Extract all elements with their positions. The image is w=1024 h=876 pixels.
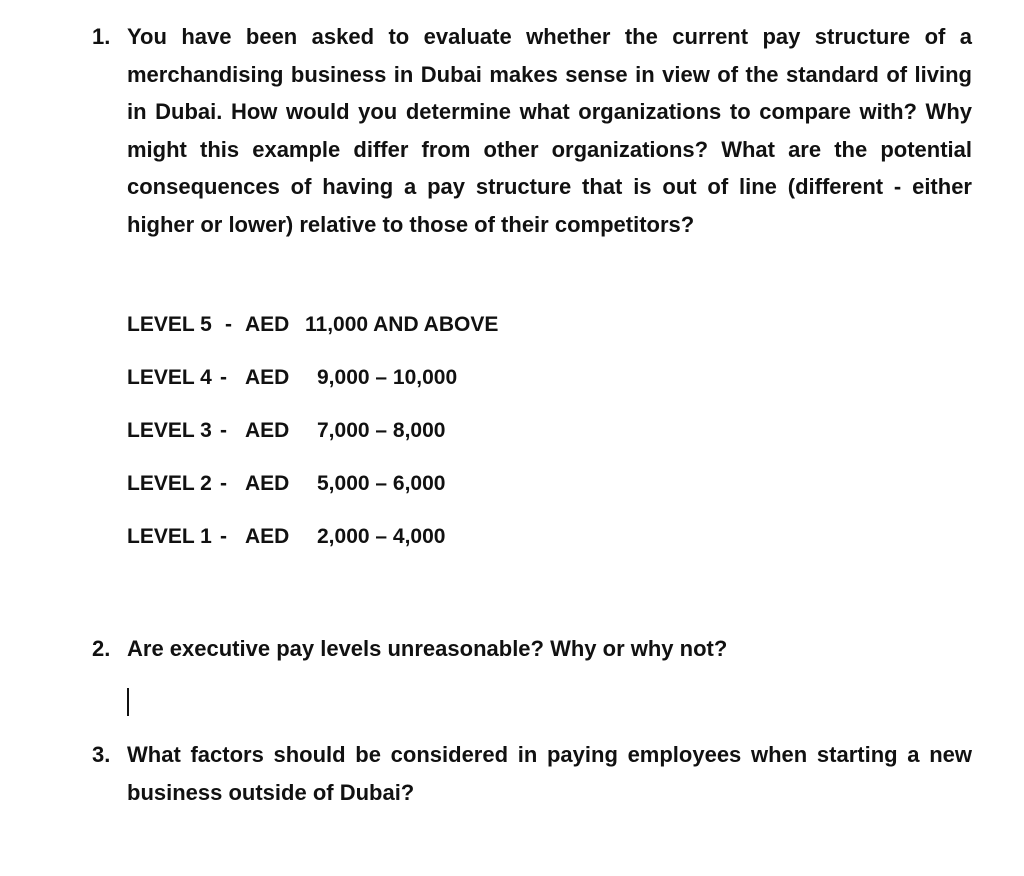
question-text[interactable]: You have been asked to evaluate whether the current pay structure of a merchandising business in Dubai makes sense in view of the standard of living in Dubai. How would you determine what organizations to compare with? Why might this example differ from other organizations? What are the potential consequences of having a pay structure that is out of line (different - either higher or lower) relative to those of their competitors?: [127, 24, 972, 237]
question-number: 1.: [92, 24, 111, 49]
question-2: [92, 630, 972, 668]
pay-level-currency: AED: [245, 525, 290, 548]
pay-level-dash: -: [220, 419, 227, 442]
question-text[interactable]: What factors should be considered in paying employees when starting a new business outside of Dubai?: [127, 742, 972, 805]
pay-level-dash: -: [220, 525, 227, 548]
pay-level-currency: AED: [245, 419, 290, 442]
question-number: 3.: [92, 742, 111, 767]
pay-level-label: LEVEL 1: [127, 525, 212, 548]
question-1: [92, 18, 972, 243]
pay-level-range: 2,000 – 4,000: [317, 525, 446, 548]
question-number: 2.: [92, 636, 111, 661]
question-3: [92, 736, 972, 811]
pay-level-range: 9,000 – 10,000: [317, 366, 458, 389]
pay-level-dash: -: [220, 472, 227, 495]
pay-level-dash: -: [225, 313, 232, 336]
pay-level-label: LEVEL 4: [127, 366, 212, 389]
pay-level-range: 7,000 – 8,000: [317, 419, 446, 442]
question-text[interactable]: Are executive pay levels unreasonable? Why or why not?: [127, 636, 728, 661]
pay-level-range: 11,000 AND ABOVE: [305, 313, 499, 336]
pay-level-currency: AED: [245, 313, 290, 336]
pay-level-currency: AED: [245, 366, 290, 389]
pay-level-dash: -: [220, 366, 227, 389]
pay-level-label: LEVEL 3: [127, 419, 212, 442]
pay-level-label: LEVEL 5: [127, 313, 212, 336]
pay-level-label: LEVEL 2: [127, 472, 212, 495]
pay-level-currency: AED: [245, 472, 290, 495]
pay-level-range: 5,000 – 6,000: [317, 472, 446, 495]
text-cursor[interactable]: [127, 688, 129, 716]
